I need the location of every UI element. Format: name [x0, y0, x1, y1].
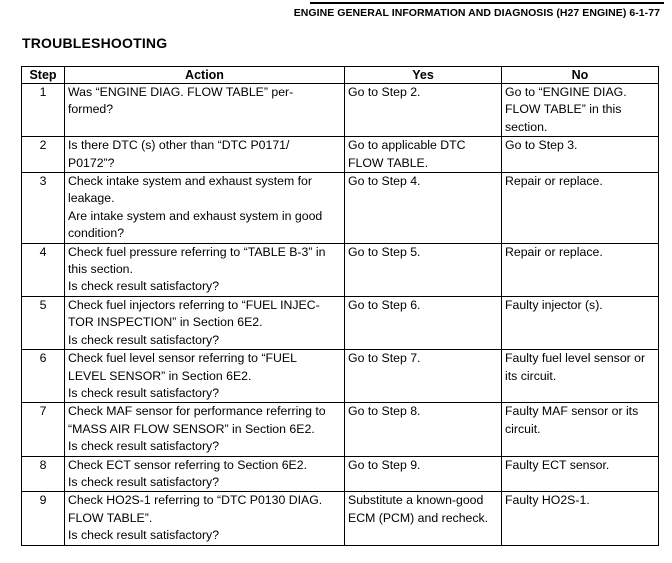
yes-line: Go to Step 2. — [348, 85, 421, 99]
yes-cell — [345, 403, 502, 456]
yes-cell — [345, 350, 502, 403]
action-cell — [65, 296, 345, 349]
no-line: Faulty ECT sensor. — [505, 457, 610, 472]
section-title: TROUBLESHOOTING — [22, 35, 168, 51]
no-cell — [502, 137, 659, 173]
action-line: FLOW TABLE”. — [68, 510, 153, 525]
action-line: P0172”? — [68, 155, 115, 170]
no-line: Repair or replace. — [505, 174, 603, 189]
no-line: circuit. — [505, 421, 541, 436]
action-line: Is check result satisfactory? — [68, 474, 220, 489]
action-line: Check ECT sensor referring to Section 6E2. — [68, 457, 307, 472]
step-number: 9 — [22, 492, 65, 545]
step-number: 5 — [22, 296, 65, 349]
no-cell — [502, 456, 659, 492]
column-header-step: Step — [22, 67, 65, 84]
column-header-yes: Yes — [345, 67, 502, 84]
no-cell — [502, 173, 659, 244]
action-line: Was “ENGINE DIAG. FLOW TABLE” per- — [68, 85, 294, 99]
step-number: 3 — [22, 173, 65, 244]
action-line: formed? — [68, 102, 114, 117]
yes-line: Go to applicable DTC — [348, 138, 466, 153]
action-line: Check fuel level sensor referring to “FUEL — [68, 351, 297, 366]
table-row — [22, 492, 659, 545]
action-cell — [65, 173, 345, 244]
no-cell — [502, 243, 659, 296]
no-cell — [502, 350, 659, 403]
no-cell — [502, 492, 659, 545]
table-body — [22, 84, 659, 546]
action-line: TOR INSPECTION” in Section 6E2. — [68, 315, 263, 330]
action-line: this section. — [68, 262, 133, 277]
no-cell — [502, 403, 659, 456]
no-line: Faulty MAF sensor or its — [505, 404, 639, 419]
action-cell — [65, 243, 345, 296]
action-line: Check HO2S-1 referring to “DTC P0130 DIAG. — [68, 493, 323, 508]
troubleshooting-table — [21, 66, 659, 546]
action-line: Check fuel injectors referring to “FUEL INJEC- — [68, 297, 320, 312]
column-header-action: Action — [65, 67, 345, 84]
no-line: FLOW TABLE” in this — [505, 102, 622, 117]
table-header-row — [22, 67, 659, 84]
no-line: Go to “ENGINE DIAG. — [505, 85, 627, 99]
table-row — [22, 456, 659, 492]
action-cell — [65, 84, 345, 137]
action-line: Is check result satisfactory? — [68, 439, 220, 454]
action-cell — [65, 403, 345, 456]
step-number: 7 — [22, 403, 65, 456]
yes-cell — [345, 243, 502, 296]
table-row — [22, 350, 659, 403]
table-row — [22, 137, 659, 173]
table-row — [22, 173, 659, 244]
step-number: 6 — [22, 350, 65, 403]
yes-line: Go to Step 7. — [348, 351, 421, 366]
table-row — [22, 403, 659, 456]
header-rule — [310, 2, 664, 4]
yes-cell — [345, 173, 502, 244]
action-line: Check intake system and exhaust system for — [68, 174, 312, 189]
yes-cell — [345, 84, 502, 137]
no-line: Repair or replace. — [505, 244, 603, 259]
table-row — [22, 84, 659, 137]
no-line: Go to Step 3. — [505, 138, 578, 153]
yes-cell — [345, 456, 502, 492]
action-line: Is there DTC (s) other than “DTC P0171/ — [68, 138, 290, 153]
step-number: 1 — [22, 84, 65, 137]
action-line: Is check result satisfactory? — [68, 279, 220, 294]
page-header: ENGINE GENERAL INFORMATION AND DIAGNOSIS (H27 ENGINE) 6-1-77 — [293, 7, 660, 19]
yes-line: FLOW TABLE. — [348, 155, 429, 170]
table-row — [22, 296, 659, 349]
no-line: Faulty fuel level sensor or — [505, 351, 646, 366]
no-cell — [502, 84, 659, 137]
action-line: Check fuel pressure referring to “TABLE B-3” in — [68, 244, 326, 259]
action-line: LEVEL SENSOR” in Section 6E2. — [68, 368, 252, 383]
step-number: 4 — [22, 243, 65, 296]
action-line: condition? — [68, 226, 125, 241]
action-line: Is check result satisfactory? — [68, 528, 220, 543]
yes-line: Go to Step 8. — [348, 404, 421, 419]
yes-cell — [345, 492, 502, 545]
no-line: Faulty injector (s). — [505, 297, 603, 312]
step-number: 8 — [22, 456, 65, 492]
no-line: Faulty HO2S-1. — [505, 493, 590, 508]
no-line: its circuit. — [505, 368, 557, 383]
action-line: leakage. — [68, 191, 115, 206]
yes-line: Go to Step 6. — [348, 297, 421, 312]
no-cell — [502, 296, 659, 349]
no-line: section. — [505, 119, 548, 134]
column-header-no: No — [502, 67, 659, 84]
yes-line: Go to Step 5. — [348, 244, 421, 259]
action-cell — [65, 492, 345, 545]
yes-line: ECM (PCM) and recheck. — [348, 510, 489, 525]
yes-line: Go to Step 4. — [348, 174, 421, 189]
action-line: Is check result satisfactory? — [68, 332, 220, 347]
action-cell — [65, 350, 345, 403]
action-cell — [65, 456, 345, 492]
action-line: Is check result satisfactory? — [68, 385, 220, 400]
action-line: Are intake system and exhaust system in good — [68, 208, 323, 223]
yes-cell — [345, 296, 502, 349]
action-cell — [65, 137, 345, 173]
action-line: “MASS AIR FLOW SENSOR” in Section 6E2. — [68, 421, 315, 436]
yes-line: Go to Step 9. — [348, 457, 421, 472]
table-row — [22, 243, 659, 296]
yes-cell — [345, 137, 502, 173]
yes-line: Substitute a known-good — [348, 493, 484, 508]
step-number: 2 — [22, 137, 65, 173]
action-line: Check MAF sensor for performance referring to — [68, 404, 326, 419]
